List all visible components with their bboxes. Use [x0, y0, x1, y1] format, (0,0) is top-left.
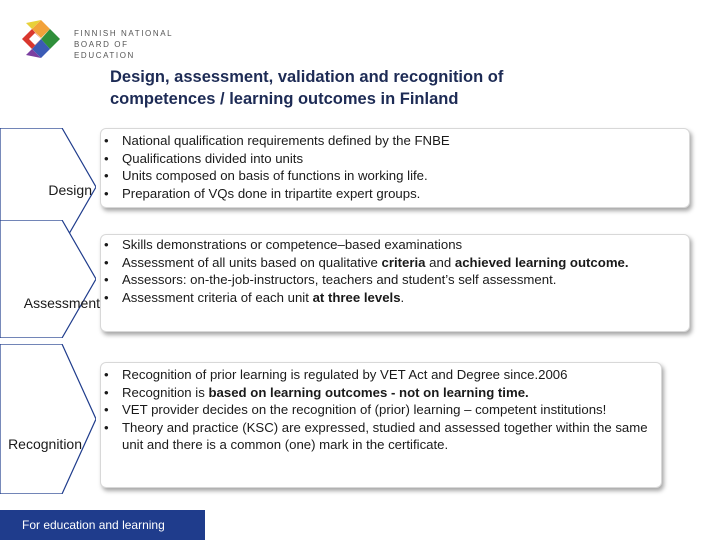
section-label-design: Design: [48, 182, 92, 198]
recognition-arrow: [0, 344, 96, 494]
fnbe-logo: [20, 18, 180, 58]
assessment-arrow: [0, 220, 96, 338]
recognition-bullet: • Recognition of prior learning is regulated by VET Act and Degree since.2006: [100, 366, 656, 384]
recognition-bullet-list: [100, 366, 656, 454]
assessment-bullet: • Skills demonstrations or competence–based examinations: [100, 236, 684, 254]
design-bullet: • Preparation of VQs done in tripartite expert groups.: [100, 185, 684, 203]
design-bullet: • Qualifications divided into units: [100, 150, 684, 168]
section-label-recognition: Recognition: [8, 436, 82, 452]
logo-line-1: FINNISH NATIONAL: [74, 29, 174, 38]
design-bullet: • National qualification requirements defined by the FNBE: [100, 132, 684, 150]
logo-line-2: BOARD OF EDUCATION: [74, 40, 135, 60]
recognition-bullet: • Theory and practice (KSC) are expressed, studied and assessed together within the same unit and there is a common (one) mark in the certificate.: [100, 419, 656, 454]
recognition-bullet: • Recognition is based on learning outcomes - not on learning time.: [100, 384, 656, 402]
design-bullet: • Units composed on basis of functions in working life.: [100, 167, 684, 185]
page-title: [110, 66, 670, 110]
assessment-bullet: • Assessment criteria of each unit at three levels.: [100, 289, 684, 307]
assessment-bullet: • Assessment of all units based on qualitative criteria and achieved learning outcome.: [100, 254, 684, 272]
footer-text: For education and learning: [22, 518, 165, 532]
title-line-2: competences / learning outcomes in Finland: [110, 90, 459, 108]
section-label-assessment: Assessment: [23, 295, 100, 311]
assessment-bullet: • Assessors: on-the-job-instructors, teachers and student’s self assessment.: [100, 271, 684, 289]
recognition-bullet: • VET provider decides on the recognition of (prior) learning – competent institutions!: [100, 401, 656, 419]
design-bullet-list: [100, 132, 684, 202]
title-line-1: Design, assessment, validation and recognition of: [110, 68, 504, 86]
footer-bar: [0, 510, 205, 540]
fnbe-logo-icon: [20, 18, 62, 60]
assessment-bullet-list: [100, 236, 684, 306]
